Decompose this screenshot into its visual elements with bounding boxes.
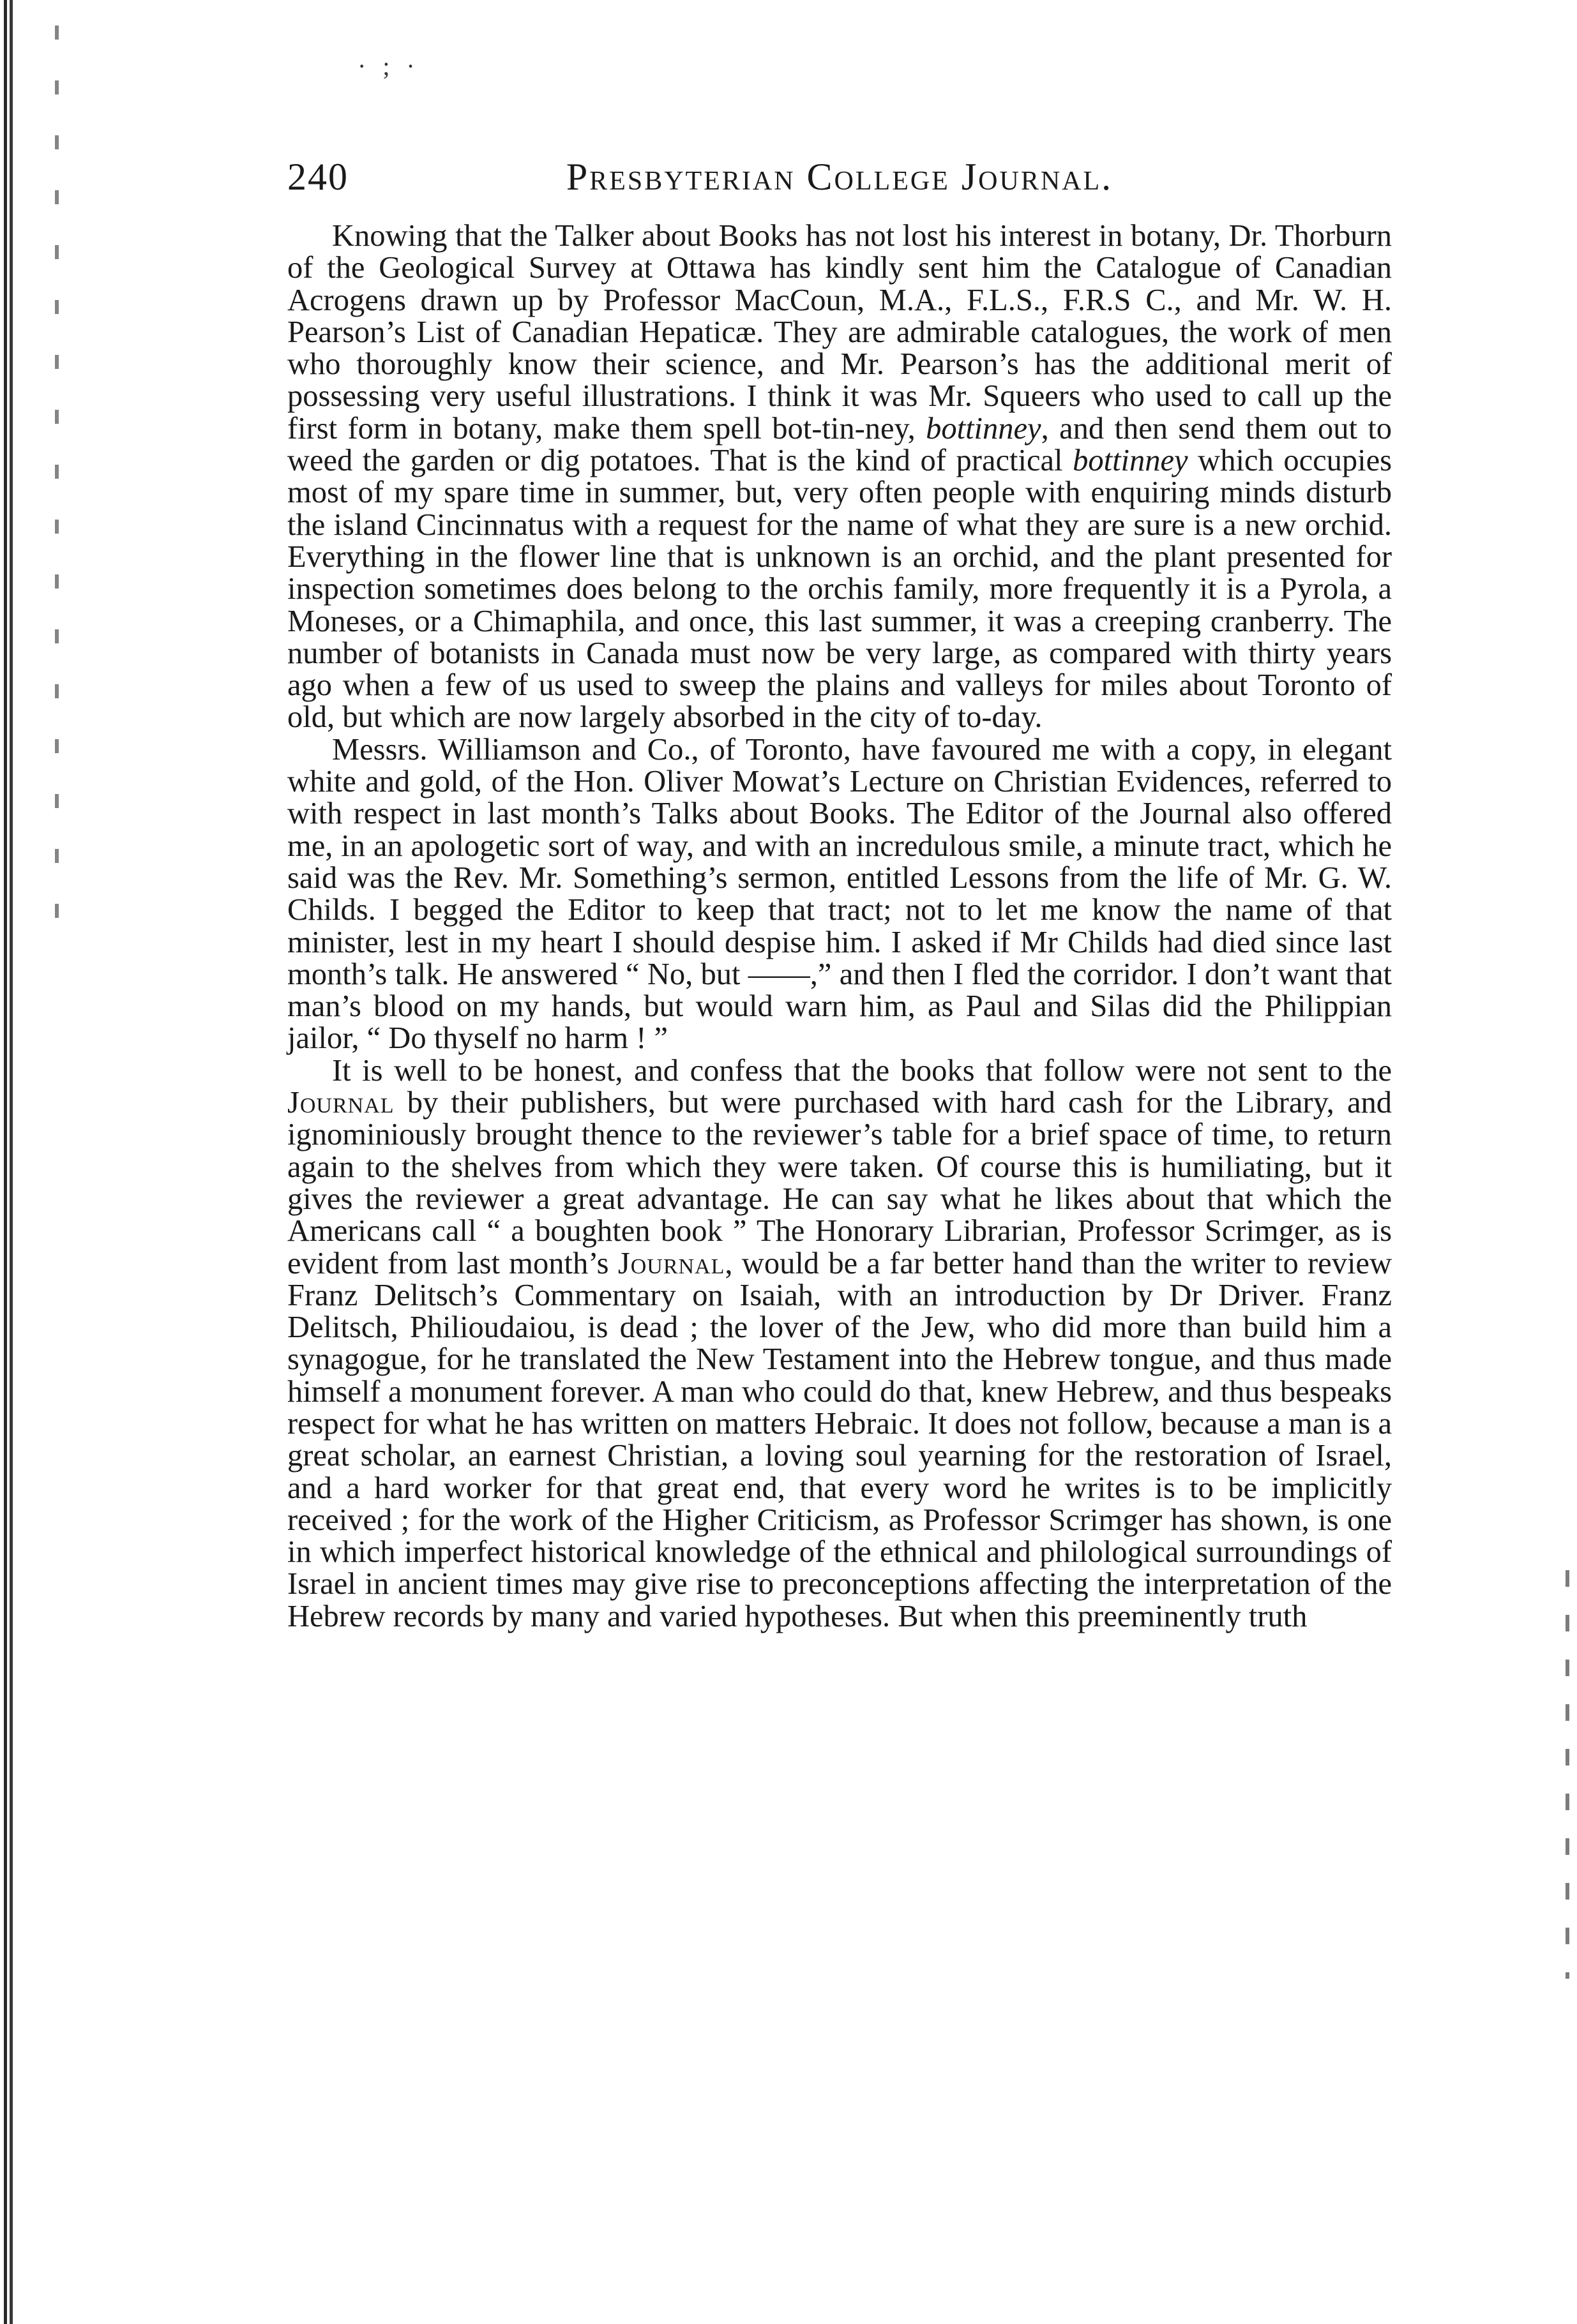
italic-text: bottinney <box>926 411 1041 446</box>
paragraph-text: Messrs. Williamson and Co., of Toronto, have favoured me with a copy, in elegant white and gold, of the Hon. Oliver Mowat’s Lecture on Christian Evidences, referred to with respect in last month’s Talks about Books. The Editor of the Journal also offered me, in an apologetic sort of way, and with an incredulous smile, a minute tract, which he said was the Rev. Mr. Something’s sermon, entitled Lessons from the life of Mr. G. W. Childs. I begged the Editor to keep that tract; not to let me know the name of that minister, lest in my heart I should despise him. I asked if Mr Childs had died since last month’s talk. He answered “ No, but ——,” and then I fled the corridor. I don’t want that man’s blood on my hands, but would warn him, as Paul and Silas did the Philippian jailor, “ Do thyself no harm ! ” <box>287 732 1392 1056</box>
paragraph-text: It is well to be honest, and confess that the books that follow were not sent to the <box>332 1053 1392 1088</box>
small-caps-text: Journal <box>287 1086 395 1120</box>
running-header <box>287 144 1392 220</box>
article-body <box>287 220 1392 1633</box>
top-mark: · ; · <box>358 52 420 80</box>
paragraph-text: , would be a far better hand than the writer to review Franz Delitsch’s Commentary on Isaiah, with an introduction by Dr Driver. Franz Delitsch, Philioudaiou, is dead ; the lover of the Jew, who did more than build him a synagogue, for he translated the New Testament into the Hebrew tongue, and thus made himself a monument forever. A man who could do that, knew Hebrew, and thus bespeaks respect for what he has written on matters Hebraic. It does not follow, because a man is a great scholar, an earnest Christian, a loving soul yearning for the restoration of Israel, and a hard worker for that great end, that every word he writes is to be implicitly received ; for the work of the Higher Criticism, as Professor Scrimger has shown, is one in which imperfect historical knowledge of the ethnical and philological surroundings of Israel in ancient times may give rise to preconceptions affecting the interpretation of the Hebrew records by many and varied hypotheses. But when this preeminently truth <box>287 1246 1392 1633</box>
italic-text: bottinney <box>1073 444 1188 478</box>
scan-right-marks <box>1566 1570 1569 1979</box>
paragraph-text: Knowing that the Talker about Books has not lost his interest in botany, Dr. Thorburn of the Geological Survey at Ottawa has kindly sent him the Catalogue of Canadian Acrogens drawn up by Professor MacCoun, M.A., F.L.S., F.R.S C., and Mr. W. H. Pearson’s List of Canadian Hepaticæ. They are admirable catalogues, the work of men who thoroughly know their science, and Mr. Pearson’s has the additional merit of possessing very useful illustrations. I think it was Mr. Squeers who used to call up the first form in botany, make them spell bot-tin-ney, <box>287 219 1392 446</box>
paragraph-text: which occupies most of my spare time in summer, but, very often people with enquiring minds disturb the island Cincinnatus with a request for the name of what they are sure is a new orchid. Everything in the flower line that is unknown is an orchid, and the plant presented for inspection sometimes does belong to the orchis family, more frequently it is a Pyrola, a Moneses, or a Chimaphila, and once, this last summer, it was a creeping cranberry. The number of botanists in Canada must now be very large, as compared with thirty years ago when a few of us used to sweep the plains and valleys for miles about Toronto of old, but which are now largely absorbed in the city of to-day. <box>287 444 1392 735</box>
scan-binding-edge <box>4 0 18 2324</box>
paragraph-text: by their publishers, but were purchased with hard cash for the Library, and ignominiously brought thence to the reviewer’s table for a brief space of time, to return again to the shelves from which they were taken. Of course this is humiliating, but it gives the reviewer a great advantage. He can say what he likes about that which the Americans call “ a boughten book ” The Honorary Librarian, Professor Scrimger, as is evident from last month’s <box>287 1086 1392 1280</box>
small-caps-text: Journal <box>617 1246 725 1280</box>
paragraph-text: , and then send them out to weed the garden or dig potatoes. That is the kind of practical <box>287 411 1392 478</box>
running-title: Presbyterian College Journal. <box>566 156 1113 198</box>
paragraph <box>287 1055 1392 1633</box>
page-number: 240 <box>287 156 349 198</box>
paragraph <box>287 734 1392 1055</box>
page <box>287 144 1392 1633</box>
paragraph <box>287 220 1392 734</box>
scan-margin-marks <box>55 26 59 932</box>
